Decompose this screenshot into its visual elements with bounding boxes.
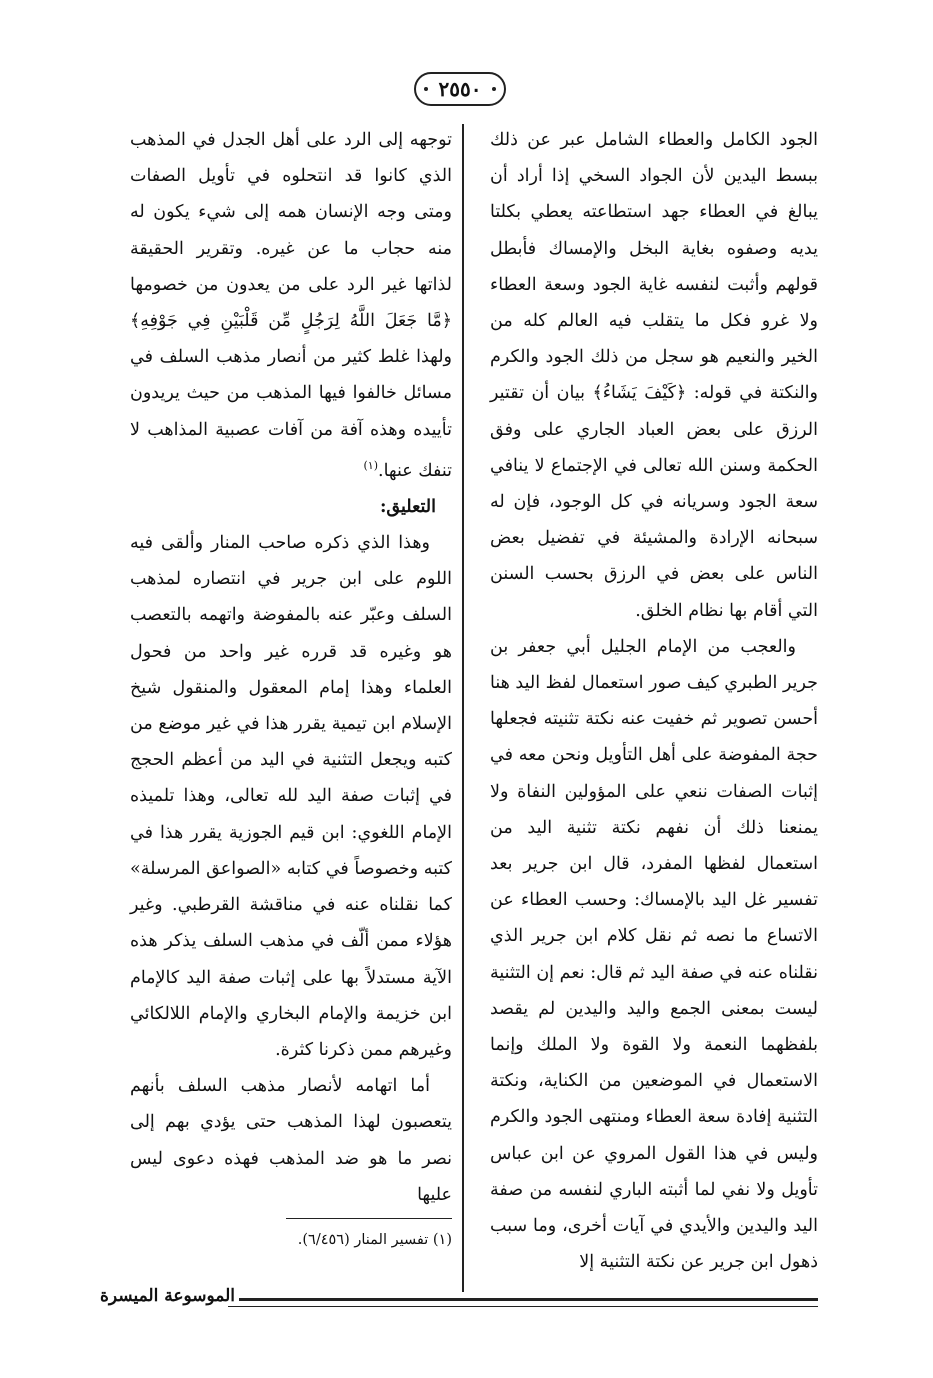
footer-rule-thin: [228, 1306, 818, 1307]
right-paragraph-2: والعجب من الإمام الجليل أبي جعفر بن جرير الطبري كيف صور استعمال لفظ اليد هنا أحسن تصوير ثم خفيت عنه نكتة تثنيته فجعلها حجة المفوضة على أهل التأويل ونحن معه في إثبات الصفات ننعي على المؤولين النفاة ولا يمنعنا ذلك أن نفهم نكتة تثنية اليد من استعمال لفظها المفرد، قال ابن جرير بعد تفسير غل اليد بالإمساك: وحسب العطاء عن الاتساع ما نصه ثم نقل كلام ابن جرير الذي نقلناه عنه في صفة اليد ثم قال: نعم إن التثنية ليست بمعنى الجمع واليد واليدين لم يقصد بلفظهما النعمة ولا القوة ولا الملك وإنما الاستعمال في الموضعين من الكناية، ونكتة التثنية إفادة سعة العطاء ومنتهى الجود والكرم وليس في هذا القول المروي عن ابن عباس تأويل ولا نفي لما أثبته الباري لنفسه من صفة اليد واليدين والأيدي في آيات أخرى، وما سبب ذهول ابن جرير عن نكتة التثنية إلا: [490, 636, 818, 1273]
section-heading: التعليق:: [379, 496, 436, 517]
left-paragraph-3: أما اتهامه لأنصار مذهب السلف بأنهم يتعصبون لهذا المذهب حتى يؤدي بهم إلى نصر ما هو ضد المذهب فهذه دعوى ليس عليها: [130, 1076, 452, 1205]
page-number-frame: [414, 72, 506, 106]
footnote: (١) تفسير المنار (٦/٤٥٦).: [297, 1232, 452, 1248]
left-paragraph-2: وهذا الذي ذكره صاحب المنار وألقى فيه اللوم على ابن جرير في انتصاره لمذهب السلف وعبّر عنه بالمفوضة واتهمه بالتعصب هو وغيره قد قرره غير واحد من فحول العلماء وهذا إمام المعقول والمنقول شيخ الإسلام ابن تيمية يقرر هذا في غير موضع من كتبه ويجعل التثنية في اليد من أعظم الحجج في إثبات صفة اليد لله تعالى، وهذا تلميذه الإمام اللغوي: ابن قيم الجوزية يقرر هذا في كتبه وخصوصاً في كتابه «الصواعق المرسلة» كما نقلناه عنه في مناقشة القرطبي. وغير هؤلاء ممن ألّف في مذهب السلف يذكر هذه الآية مستدلاً بها على إثبات صفة اليد كالإمام ابن خزيمة والإمام البخاري والإمام اللالكائي وغيرهم ممن ذكرنا كثرة.: [130, 533, 452, 1060]
right-column: [490, 122, 818, 1281]
left-paragraph-1: [130, 122, 452, 489]
footnote-ref: (١): [363, 458, 378, 472]
footnote-rule: [286, 1218, 452, 1219]
column-divider: [462, 124, 464, 1292]
right-paragraph-1: الجود الكامل والعطاء الشامل عبر عن ذلك ببسط اليدين لأن الجواد السخي إذا أراد أن يبالغ في العطاء جهد استطاعته يعطي بكلتا يديه وصفوه بغاية البخل والإمساك فأبطل قولهم وأثبت لنفسه غاية الجود وسعة العطاء ولا غرو فكل ما يتقلب فيه العالم كله من الخير والنعيم هو سجل من ذلك الجود والكرم والنكتة في قوله: ﴿كَيْفَ يَشَاءُ﴾ بيان أن تقتير الرزق على بعض العباد الجاري على وفق الحكمة وسنن الله تعالى في الإجتماع لا ينافي سعة الجود وسريانه في كل الوجود، فإن له سبحانه الإرادة والمشيئة في تفضيل بعض الناس على بعض في الرزق بحسب السنن التي أقام بها نظام الخلق.: [490, 130, 818, 621]
left-column: [130, 122, 452, 1213]
left-paragraph-1-text: توجهه إلى الرد على أهل الجدل في المذهب الذي كانوا قد انتحلوه في تأويل الصفات ومتى وجه الإنسان همه إلى شيء يكون له منه حجاب ما عن غيره. وتقرير الحقيقة لذاتها غير الرد على من يعدون من خصومها ﴿مَّا جَعَلَ اللَّهُ لِرَجُلٍ مِّن قَلْبَيْنِ فِي جَوْفِهِ﴾ ولهذا غلط كثير من أنصار مذهب السلف في مسائل خالفوا فيها المذهب من حيث يريدون تأييده وهذه آفة من آفات عصبية المذاهب لا تنفك عنها.: [130, 130, 452, 481]
page-number: ٢٥٥٠: [438, 77, 482, 101]
footer-title: الموسوعة الميسرة: [96, 1286, 239, 1306]
